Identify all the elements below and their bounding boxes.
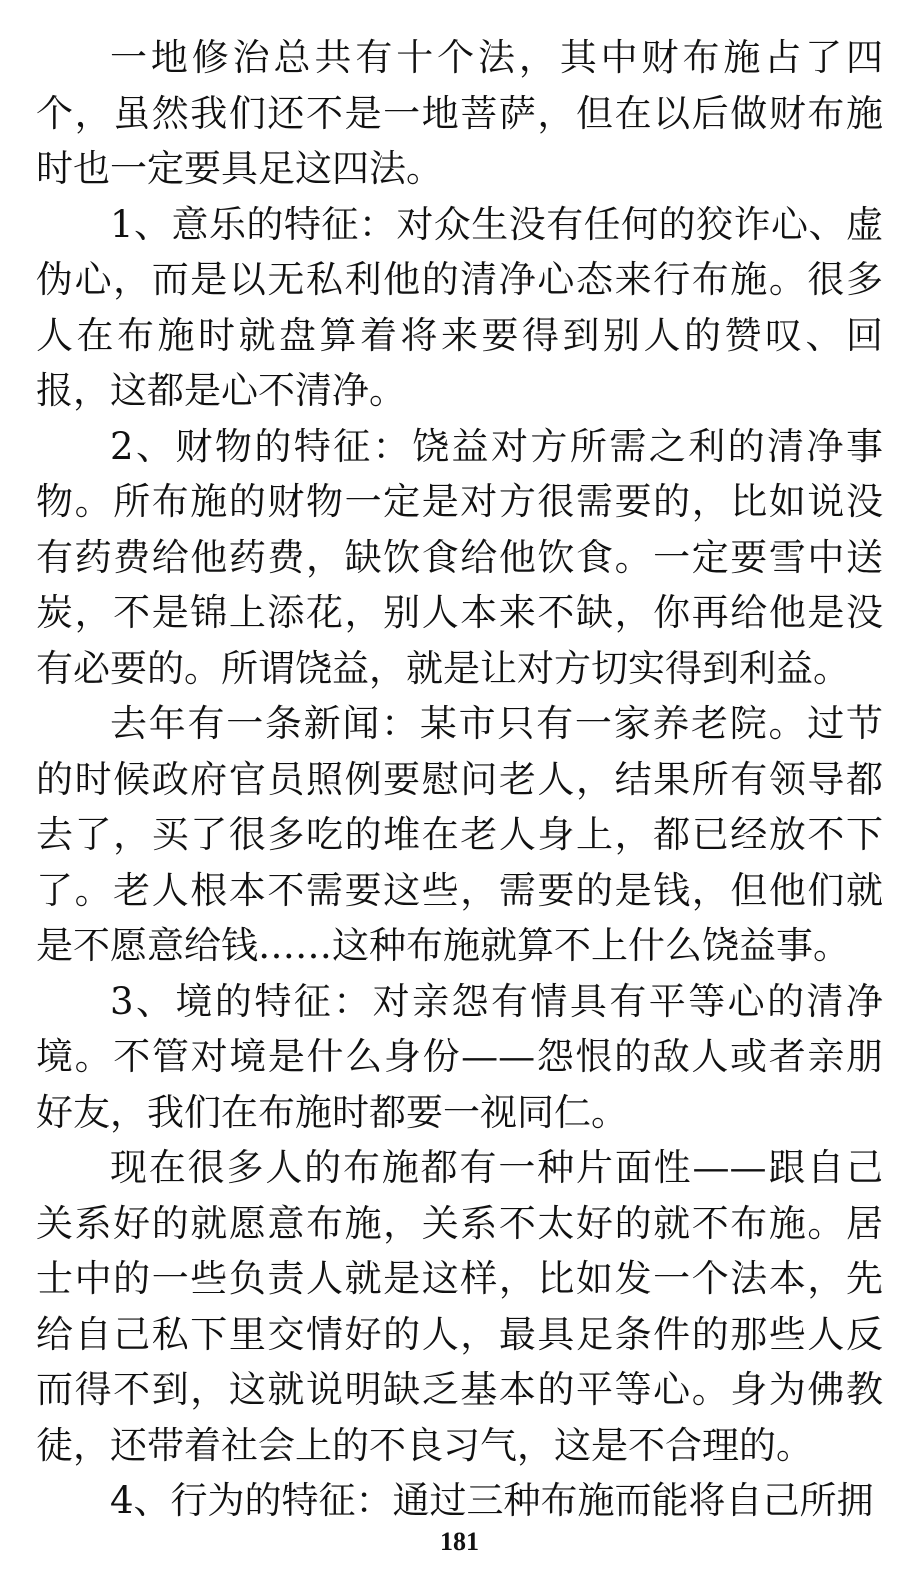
paragraph-material: 2、财物的特征：饶益对方所需之利的清净事物。所布施的财物一定是对方很需要的，比如说没有药费给他药费，缺饮食给他饮食。一定要雪中送炭，不是锦上添花，别人本来不缺，你再给他是没有必要的。所谓饶益，就是让对方切实得到利益。 bbox=[36, 424, 883, 690]
paragraph-partiality: 现在很多人的布施都有一种片面性——跟自己关系好的就愿意布施，关系不太好的就不布施。居士中的一些负责人就是这样，比如发一个法本，先给自己私下里交情好的人，最具足条件的那些人反而得不到，这就说明缺乏基本的平等心。身为佛教徒，还带着社会上的不良习气，这是不合理的。 bbox=[36, 1146, 883, 1467]
paragraph-object: 3、境的特征：对亲怨有情具有平等心的清净境。不管对境是什么身份——怨恨的敌人或者亲朋好友，我们在布施时都要一视同仁。 bbox=[36, 979, 883, 1134]
page-body bbox=[36, 30, 883, 1529]
paragraph-intention: 1、意乐的特征：对众生没有任何的狡诈心、虚伪心，而是以无私利他的清净心态来行布施。很多人在布施时就盘算着将来要得到别人的赞叹、回报，这都是心不清净。 bbox=[36, 202, 883, 412]
paragraph-action: 4、行为的特征：通过三种布施而能将自己所拥 bbox=[110, 1479, 874, 1522]
page-number: 181 bbox=[440, 1527, 479, 1556]
paragraph-ten-dharmas: 一地修治总共有十个法，其中财布施占了四个，虽然我们还不是一地菩萨，但在以后做财布施时也一定要具足这四法。 bbox=[36, 36, 883, 190]
paragraph-news-story: 去年有一条新闻：某市只有一家养老院。过节的时候政府官员照例要慰问老人，结果所有领导都去了，买了很多吃的堆在老人身上，都已经放不下了。老人根本不需要这些，需要的是钱，但他们就是不愿意给钱……这种布施就算不上什么饶益事。 bbox=[36, 702, 883, 967]
